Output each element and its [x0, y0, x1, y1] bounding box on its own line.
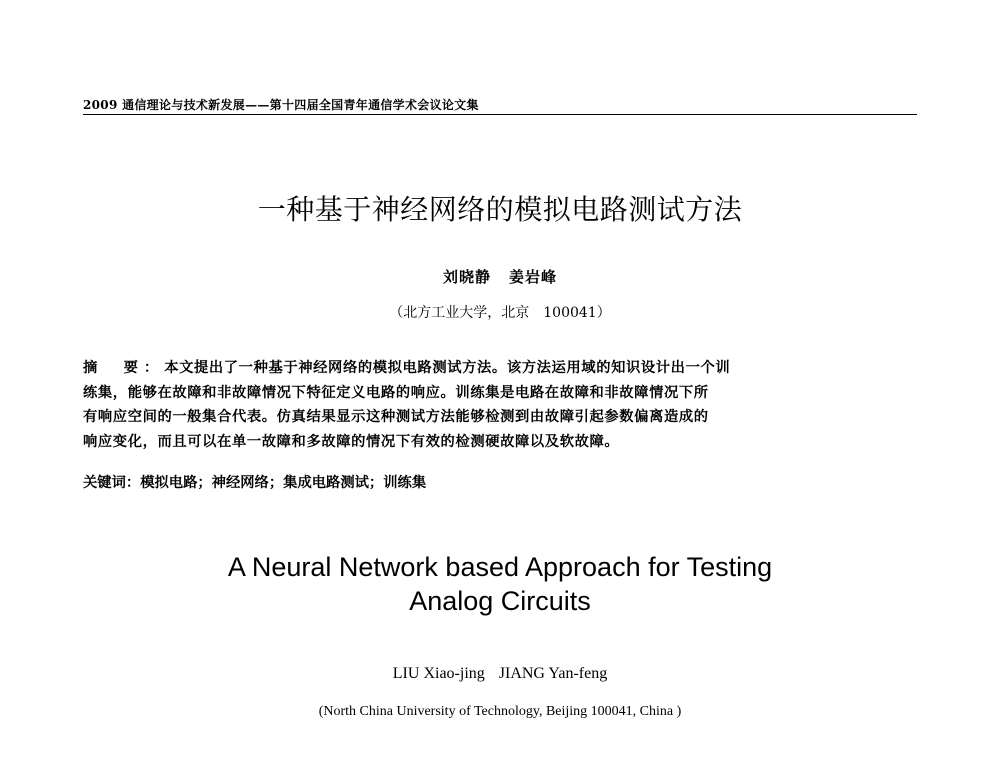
- chinese-abstract: [83, 356, 883, 454]
- english-affiliation: (North China University of Technology, Beijing 100041, China ): [318, 704, 682, 719]
- english-title-line-1: A Neural Network based Approach for Testing: [227, 552, 773, 582]
- header-rule: [83, 114, 917, 115]
- chinese-author-1: 刘晓静: [442, 268, 491, 286]
- english-title: [0, 550, 1000, 618]
- abstract-text-1: 本文提出了一种基于神经网络的模拟电路测试方法。该方法运用域的知识设计出一个训: [164, 360, 731, 376]
- abstract-label: 摘 要：: [83, 360, 165, 376]
- abstract-line: [83, 356, 883, 381]
- chinese-keywords: [83, 472, 426, 492]
- chinese-authors: [0, 266, 1000, 287]
- chinese-title: 一种基于神经网络的模拟电路测试方法: [257, 193, 743, 226]
- abstract-line: 有响应空间的一般集合代表。仿真结果显示这种测试方法能够检测到由故障引起参数偏离造成的: [83, 409, 709, 425]
- english-title-line-2: Analog Circuits: [409, 586, 591, 616]
- running-header: 2009 通信理论与技术新发展——第十四届全国青年通信学术会议论文集: [83, 98, 479, 112]
- keywords-label: 关键词：: [83, 475, 141, 491]
- cut-off-text-line: [120, 748, 890, 760]
- abstract-line: 练集，能够在故障和非故障情况下特征定义电路的响应。训练集是电路在故障和非故障情况下所: [83, 384, 709, 401]
- english-authors: [0, 665, 1000, 683]
- english-author-1: LIU Xiao-jing: [392, 665, 485, 682]
- chinese-author-2: 姜岩峰: [509, 268, 558, 286]
- english-author-2: JIANG Yan-feng: [498, 665, 608, 682]
- chinese-affiliation: （北方工业大学，北京 100041）: [389, 305, 611, 321]
- abstract-line: 响应变化，而且可以在单一故障和多故障的情况下有效的检测硬故障以及软故障。: [83, 433, 620, 450]
- keywords-text: 模拟电路；神经网络；集成电路测试；训练集: [140, 475, 427, 491]
